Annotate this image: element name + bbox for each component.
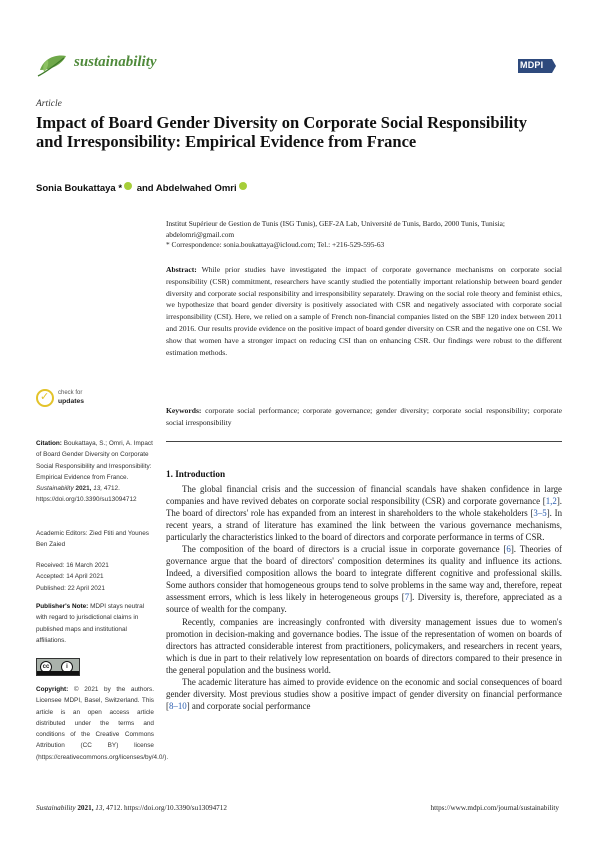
section-heading: 1. Introduction [166, 469, 226, 479]
keywords-label: Keywords: [166, 406, 202, 415]
keywords [166, 405, 562, 429]
cc-icon: cc [40, 661, 52, 673]
reference-link[interactable]: 3–5 [533, 508, 547, 519]
copyright-label: Copyright: [36, 686, 69, 693]
article-type: Article [36, 99, 62, 109]
journal-logo[interactable] [36, 50, 176, 82]
paragraph: The academic literature has aimed to provide evidence on the economic and social consequences of board gender diversity. Most previous studies show a positive impact of gender diversity on financial performance [8–10] and corporate social performance [166, 676, 562, 711]
citation-text: Boukattaya, S.; Omri, A. Impact of Board Gender Diversity on Corporate Social Responsibility and Irresponsibility: Empirical Evidence from France. [36, 440, 153, 481]
publisher-note-label: Publisher's Note: [36, 603, 89, 610]
by-icon: i [61, 661, 73, 673]
editors-text: Zied Ftiti and Younes Ben Zaied [36, 530, 149, 549]
abstract-text: While prior studies have investigated the impact of corporate governance mechanisms on corporate social responsibility (CSR) commitment, researchers have scantly studied the potentially important relationship between board gender diversity and corporate social responsibility and irresponsibility separately. Drawing on the social role theory and feminist ethics, we hypothesize that board gender diversity is positively associated with CSR and negatively associated with corporate social irresponsibility (CSI). Here, we relied on a sample of French non-financial companies listed on the SBF 120 index between 2011 and 2016. Our results provide evidence on the positive impact of board gender diversity on CSR and the negative one on CSI. We show that women have a stronger impact on reducing CSI than on enhancing CSR. Our findings were robust to the different estimation methods. [166, 265, 562, 357]
received-date: Received: 16 March 2021 [36, 562, 109, 569]
publisher-note [36, 601, 154, 646]
publisher-note-text: MDPI stays neutral with regard to jurisdictional claims in published maps and institutional affiliations. [36, 603, 145, 644]
footer-vol: 13, [95, 804, 105, 812]
abstract-label: Abstract: [166, 265, 197, 274]
author-list [36, 182, 249, 194]
footer-doi-link[interactable]: 4712. https://doi.org/10.3390/su13094712 [106, 804, 227, 812]
paragraph: The composition of the board of directors is a crucial issue in corporate governance [6]. Theories of governance argue that the board of directors' composition determines its quality and influence its actions. Indeed, a diversified composition allows the board to integrate different cognitive and professional skills. Some authors consider that homogeneous groups tend to solve problems in the same way and, therefore, repeat assessment errors, which is less likely in heterogeneous groups [7]. Diversity is, therefore, appreciated as a source of wealth for the company. [166, 544, 562, 615]
abstract [166, 264, 562, 358]
paragraph: Recently, companies are increasingly confronted with diversity management issues due to women's promotion in decision-making and governance bodies. The issue of the representation of women on boards of directors has attracted considerable interest from practitioners, policymakers, and researchers in recent years, which is due in part to their relatively low representation on boards of directors compared to their presence in the general population and the business world. [166, 616, 562, 675]
correspondence-text: * Correspondence: sonia.boukattaya@icloud.com; Tel.: +216-529-595-63 [166, 240, 385, 249]
editors-block [36, 528, 154, 551]
updates-line1: check for [58, 390, 83, 396]
reference-link[interactable]: 6 [506, 544, 511, 555]
reference-link[interactable]: 7 [404, 592, 410, 603]
citation-doi-link[interactable]: 4712. https://doi.org/10.3390/su13094712 [36, 485, 137, 504]
article-title: Impact of Board Gender Diversity on Corporate Social Responsibility and Irresponsibility: Empirical Evidence from France [36, 113, 528, 151]
citation-journal: Sustainability [36, 485, 74, 493]
updates-line2: updates [58, 398, 85, 405]
footer-journal: Sustainability [36, 804, 76, 812]
copyright-block [36, 684, 169, 763]
paragraph: The global financial crisis and the succession of financial scandals have shaken confidence in large companies and have revived debates on corporate social responsibility (CSR) and corporate governance [1,2]. The board of directors' role has expanded from an interest in shareholders to the whole stakeholders [3–5]. In recent years, a strand of literature has examined the link between the various governance mechanisms, particularly the characteristics linked to the board of directors and corporate performance in terms of CSR. [166, 484, 563, 543]
footer-citation [36, 804, 227, 812]
divider [166, 441, 562, 442]
published-date: Published: 22 April 2021 [36, 584, 105, 592]
author-1[interactable]: Sonia Boukattaya * [36, 183, 123, 194]
leaf-icon [36, 50, 70, 80]
keywords-text: corporate social performance; corporate governance; gender diversity; corporate social responsibility; corporate social irresponsibility [166, 406, 563, 427]
cc-by-license-badge[interactable] [36, 658, 80, 676]
mdpi-logo-text: MDPI [520, 60, 544, 70]
accepted-date: Accepted: 14 April 2021 [36, 573, 104, 581]
dates-block [36, 560, 154, 594]
reference-link[interactable]: 8–10 [168, 700, 187, 711]
citation-vol: 13, [93, 485, 103, 493]
affiliations [166, 219, 562, 251]
author-2[interactable]: and Abdelwahed Omri [136, 183, 237, 194]
citation-block [36, 438, 154, 506]
check-for-updates-button[interactable]: ✓ check for updates [36, 389, 96, 411]
journal-name: sustainability [74, 54, 157, 70]
footer-year: 2021, [77, 804, 94, 812]
orcid-icon[interactable] [124, 182, 132, 190]
citation-year: 2021, [75, 485, 92, 493]
editors-label: Academic Editors: [36, 530, 88, 537]
mdpi-logo[interactable] [516, 56, 558, 76]
citation-label: Citation: [36, 440, 62, 447]
introduction-body [166, 483, 562, 712]
reference-link[interactable]: 1,2 [545, 496, 557, 507]
affiliation-text: Institut Supérieur de Gestion de Tunis (ISG Tunis), GEF-2A Lab, Université de Tunis, Bardo, 2000 Tunis, Tunisia; abdelomri@gmail.com [166, 219, 505, 239]
copyright-text: © 2021 by the authors. Licensee MDPI, Basel, Switzerland. This article is an open access article distributed under the terms and conditions of the Creative Commons Attribution (CC BY) license (https://creativecommons.org/licenses/by/4.0/). [36, 686, 169, 761]
orcid-icon[interactable] [239, 182, 247, 190]
footer-journal-url[interactable]: https://www.mdpi.com/journal/sustainability [430, 804, 559, 812]
